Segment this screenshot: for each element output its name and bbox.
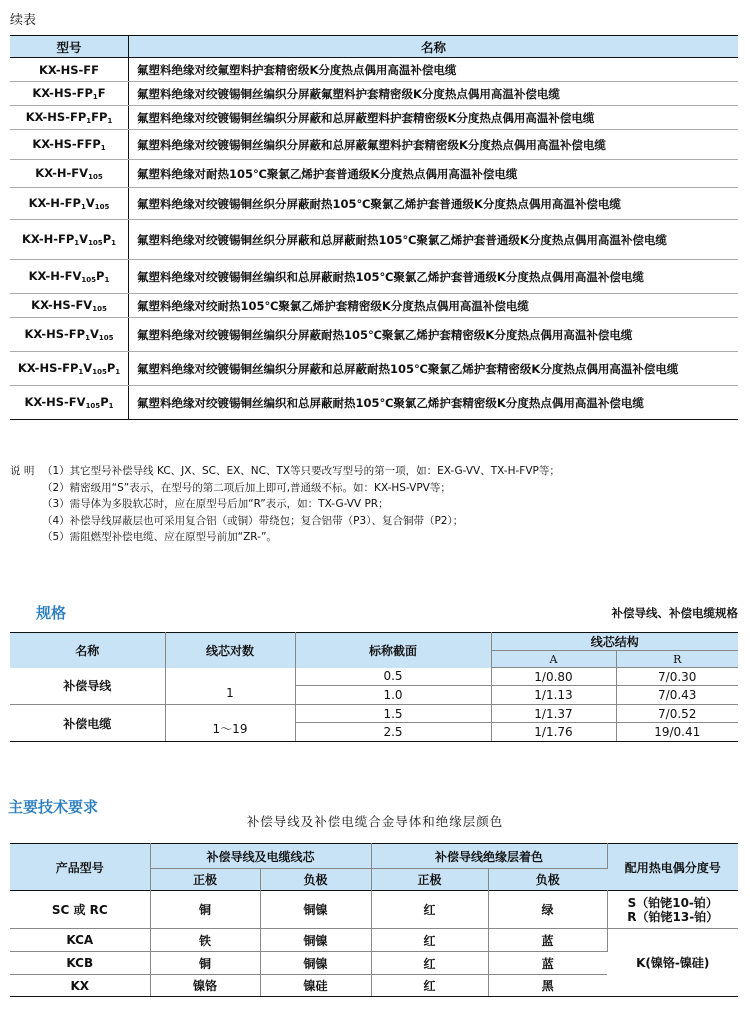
tech-header-core-pos: 正极: [150, 869, 260, 891]
name-cell: 氟塑料绝缘对绞镀锡铜丝织分屏蔽耐热105℃聚氯乙烯护套普通级K分度热点偶用高温补偿电缆: [129, 188, 739, 220]
spec-name-cable: 补偿电缆: [10, 705, 165, 742]
spec-r: 7/0.30: [616, 668, 738, 686]
spec-header-r: R: [616, 651, 738, 668]
note-line: （3）需导体为多股软芯时，应在原型号后加“R”表示，如：TX-G-VV PR；: [42, 498, 389, 510]
tech-ins-pos: 红: [371, 891, 488, 929]
tech-ins-neg: 绿: [488, 891, 607, 929]
tech-header-ins-neg: 负极: [488, 869, 607, 891]
spec-a: 1/1.13: [491, 686, 616, 705]
table-row: [10, 82, 738, 106]
spec-section: 0.5: [295, 668, 491, 686]
tech-caption: 补偿导线及补偿电缆合金导体和绝缘层颜色: [246, 814, 504, 829]
section-title-spec: 规格: [36, 604, 67, 622]
tech-core-pos: 镍铬: [150, 975, 260, 997]
spec-a: 1/1.76: [491, 723, 616, 742]
spec-header-pairs: 线芯对数: [165, 633, 295, 668]
spec-caption: 补偿导线、补偿电缆规格: [611, 606, 738, 620]
model-cell: $KX-HS-FFP_1$: [10, 130, 129, 160]
tech-header-ins-pos: 正极: [371, 869, 488, 891]
cable-model-table: [10, 35, 738, 420]
continued-label: 续表: [10, 13, 37, 28]
note-line: （4）补偿导线屏蔽层也可采用复合铝（或铜）带绕包；复合铝带（P3）、复合铜带（P2）；: [42, 514, 464, 527]
spec-r: 19/0.41: [616, 723, 738, 742]
spec-a: 1/1.37: [491, 705, 616, 723]
tech-core-neg: 铜镍: [260, 952, 371, 975]
tech-table: [10, 843, 738, 997]
section-title-tech: 主要技术要求: [8, 798, 99, 816]
table-row: [10, 188, 738, 220]
table-row: [10, 260, 738, 294]
model-cell: $KX-H-FP_1V_{105}P_1$: [10, 220, 129, 260]
note-line: （2）精密级用“S”表示，在型号的第二项后加上即可,普通级不标。如：KX-HS-VPV等；: [42, 481, 451, 494]
table-row: [10, 160, 738, 188]
tech-header-core: 补偿导线及电缆线芯: [150, 844, 371, 869]
model-cell: $KX-HS-FP_1V_{105}$: [10, 318, 129, 352]
name-cell: 氟塑料绝缘对绞镀锡铜丝编织和总屏蔽耐热105℃聚氯乙烯护套精密级K分度热点偶用高温补偿电缆: [129, 386, 739, 420]
spec-section: 2.5: [295, 723, 491, 742]
name-cell: 氟塑料绝缘对绞耐热105℃聚氯乙烯护套精密级K分度热点偶用高温补偿电缆: [129, 294, 739, 318]
tech-ins-pos: 红: [371, 952, 488, 975]
name-cell: 氟塑料绝缘对绞镀锡铜丝编织分屏蔽和总屏蔽氟塑料护套精密级K分度热点偶用高温补偿电缆: [129, 130, 739, 160]
tech-core-neg: 铜镍: [260, 891, 371, 929]
tech-core-pos: 铜: [150, 891, 260, 929]
name-cell: 氟塑料绝缘对绞氟塑料护套精密级K分度热点偶用高温补偿电缆: [129, 58, 739, 82]
table-row: [10, 58, 738, 82]
model-cell: $KX-HS-FP_1F$: [10, 82, 129, 106]
tech-model: KCB: [10, 952, 150, 975]
name-cell: 氟塑料绝缘对绞镀锡铜丝编织分屏蔽和总屏蔽塑料护套精密级K分度热点偶用高温补偿电缆: [129, 106, 739, 130]
tech-core-pos: 铜: [150, 952, 260, 975]
tech-model: SC 或 RC: [10, 891, 150, 929]
notes: [10, 463, 560, 546]
note-line: （5）需阻燃型补偿电缆、应在原型号前加“ZR-”。: [42, 531, 277, 543]
tech-model: KX: [10, 975, 150, 997]
tech-ins-neg: 蓝: [488, 929, 607, 952]
table-row: [10, 352, 738, 386]
tech-ins-pos: 红: [371, 929, 488, 952]
tech-core-pos: 铁: [150, 929, 260, 952]
name-cell: 氟塑料绝缘对绞镀锡铜丝编织分屏蔽氟塑料护套精密级K分度热点偶用高温补偿电缆: [129, 82, 739, 106]
model-cell: KX-HS-FF: [10, 58, 129, 82]
table-row: [10, 294, 738, 318]
spec-pairs-cable: 1～19: [165, 705, 295, 742]
tech-thermo-sr: [607, 891, 738, 929]
spec-pairs-wire: 1: [165, 668, 295, 705]
model-cell: $KX-H-FV_{105}$: [10, 160, 129, 188]
tech-header-thermo: 配用热电偶分度号: [607, 844, 738, 891]
tech-header-insulation: 补偿导线绝缘层着色: [371, 844, 607, 869]
model-cell: $KX-HS-FV_{105}P_1$: [10, 386, 129, 420]
spec-name-wire: 补偿导线: [10, 668, 165, 705]
tech-ins-pos: 红: [371, 975, 488, 997]
tech-thermo-k: K(镍铬-镍硅): [607, 929, 738, 997]
model-cell: $KX-HS-FV_{105}$: [10, 294, 129, 318]
tech-ins-neg: 蓝: [488, 952, 607, 975]
tech-core-neg: 铜镍: [260, 929, 371, 952]
name-cell: 氟塑料绝缘对绞镀锡铜丝编织分屏蔽耐热105℃聚氯乙烯护套精密级K分度热点偶用高温补偿电缆: [129, 318, 739, 352]
model-cell: $KX-HS-FP_1V_{105}P_1$: [10, 352, 129, 386]
spec-header-name: 名称: [10, 633, 165, 668]
header-name: 名称: [129, 36, 739, 58]
tech-header-core-neg: 负极: [260, 869, 371, 891]
model-cell: $KX-H-FV_{105}P_1$: [10, 260, 129, 294]
notes-lead: 说 明: [10, 465, 35, 477]
spec-section: 1.5: [295, 705, 491, 723]
table-row: [10, 318, 738, 352]
spec-header-section: 标称截面: [295, 633, 491, 668]
tech-header-model: 产品型号: [10, 844, 150, 891]
spec-a: 1/0.80: [491, 668, 616, 686]
note-line: 说 明 （1）其它型号补偿导线 KC、JX、SC、EX、NC、TX等只要改写型号的第一项，如：EX-G-VV、TX-H-FVP等；: [10, 463, 560, 480]
tech-ins-neg: 黑: [488, 975, 607, 997]
model-cell: $KX-HS-FP_1FP_1$: [10, 106, 129, 130]
spec-header-a: A: [491, 651, 616, 668]
table-row: [10, 130, 738, 160]
table-row: [10, 220, 738, 260]
table-row: [10, 386, 738, 420]
model-cell: $KX-H-FP_1V_{105}$: [10, 188, 129, 220]
spec-r: 7/0.52: [616, 705, 738, 723]
spec-table: [10, 632, 738, 742]
name-cell: 氟塑料绝缘对绞镀锡铜丝编织和总屏蔽耐热105℃聚氯乙烯护套普通级K分度热点偶用高温补偿电缆: [129, 260, 739, 294]
name-cell: 氟塑料绝缘对绞镀锡铜丝编织分屏蔽和总屏蔽耐热105℃聚氯乙烯护套精密级K分度热点偶用高温补偿电缆: [129, 352, 739, 386]
header-model: 型号: [10, 36, 129, 58]
thermo-r: R（铂铑13-铂）: [627, 909, 719, 924]
table-row: [10, 106, 738, 130]
spec-r: 7/0.43: [616, 686, 738, 705]
tech-model: KCA: [10, 929, 150, 952]
name-cell: 氟塑料绝缘对耐热105℃聚氯乙烯护套普通级K分度热点偶用高温补偿电缆: [129, 160, 739, 188]
name-cell: 氟塑料绝缘对绞镀锡铜丝织分屏蔽和总屏蔽耐热105℃聚氯乙烯护套普通级K分度热点偶用高温补偿电缆: [129, 220, 739, 260]
tech-core-neg: 镍硅: [260, 975, 371, 997]
spec-section: 1.0: [295, 686, 491, 705]
thermo-s: S（铂铑10-铂）: [627, 895, 718, 910]
spec-header-structure: 线芯结构: [491, 633, 738, 651]
